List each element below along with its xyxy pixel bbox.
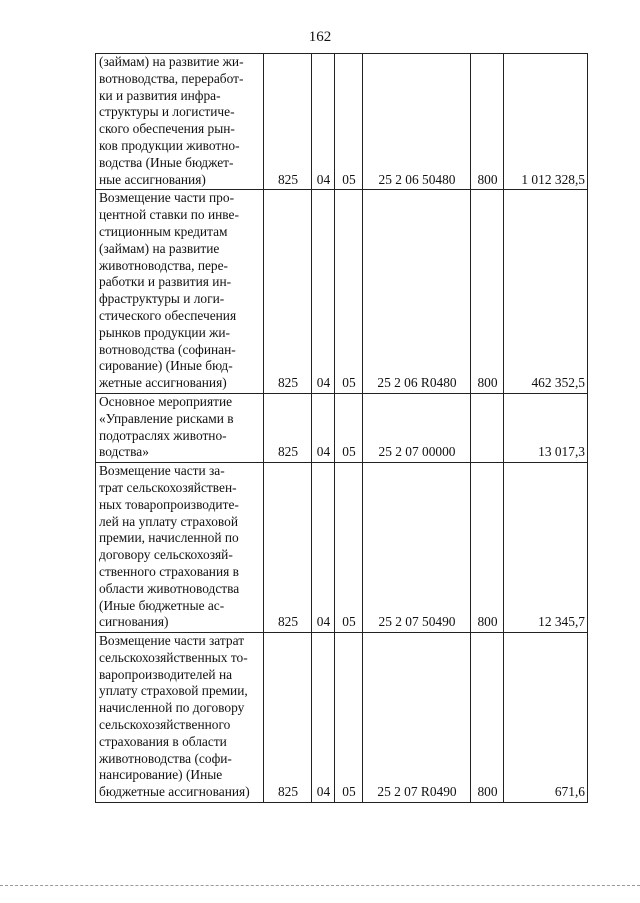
row-name-line: (Иные бюджетные ас- [99, 597, 225, 613]
row-name-line: сельскохозяйственного [99, 717, 231, 733]
budget-table-body [96, 54, 588, 803]
ministry-code-cell: 825 [264, 54, 312, 190]
section-code-cell: 04 [312, 190, 335, 394]
subsection-code-cell: 05 [335, 393, 363, 462]
target-article-cell: 25 2 07 00000 [363, 393, 471, 462]
target-article-cell: 25 2 07 50490 [363, 463, 471, 633]
section-code-cell: 04 [312, 393, 335, 462]
row-name-line: Возмещение части про- [99, 190, 235, 206]
table-row [96, 633, 588, 803]
amount-cell: 462 352,5 [504, 190, 588, 394]
target-article-cell: 25 2 06 R0480 [363, 190, 471, 394]
row-name-line: ков продукции животно- [99, 137, 240, 153]
row-name-cell [96, 393, 264, 462]
subsection-code-cell: 05 [335, 633, 363, 803]
scan-edge-line [0, 885, 640, 886]
section-code-cell: 04 [312, 463, 335, 633]
row-name-line: Возмещение части за- [99, 463, 225, 479]
table-row [96, 393, 588, 462]
row-name-line: структуры и логистиче- [99, 104, 235, 120]
ministry-code-cell: 825 [264, 393, 312, 462]
row-name-line: водства» [99, 444, 149, 460]
row-name-line: (займам) на развитие [99, 240, 220, 256]
subsection-code-cell: 05 [335, 463, 363, 633]
expense-kind-cell: 800 [471, 633, 504, 803]
table-row [96, 463, 588, 633]
row-name-line: страхования в области [99, 733, 227, 749]
expense-kind-cell: 800 [471, 54, 504, 190]
target-article-cell: 25 2 07 R0490 [363, 633, 471, 803]
row-name-line: стического обеспечения [99, 307, 237, 323]
row-name-line: Возмещение части затрат [99, 633, 245, 649]
subsection-code-cell: 05 [335, 190, 363, 394]
row-name-line: ки и развития инфра- [99, 87, 221, 103]
row-name-line: животноводства, пере- [99, 257, 229, 273]
table-row [96, 190, 588, 394]
row-name-cell [96, 54, 264, 190]
row-name-line: «Управление рисками в [99, 410, 234, 426]
row-name-line: Основное мероприятие [99, 393, 233, 409]
row-name-line: работки и развития ин- [99, 274, 232, 290]
row-name-line: ные ассигнования) [99, 171, 206, 187]
target-article-cell: 25 2 06 50480 [363, 54, 471, 190]
amount-cell: 671,6 [504, 633, 588, 803]
row-name-line: трат сельскохозяйствен- [99, 479, 237, 495]
row-name-line: фраструктуры и логи- [99, 291, 225, 307]
section-code-cell: 04 [312, 633, 335, 803]
row-name-line: вотноводства, переработ- [99, 70, 244, 86]
row-name-cell [96, 190, 264, 394]
row-name-line: (займам) на развитие жи- [99, 54, 244, 69]
amount-cell: 1 012 328,5 [504, 54, 588, 190]
row-name-line: животноводства (софи- [99, 750, 232, 766]
row-name-line: премии, начисленной по [99, 530, 239, 546]
row-name-line: ственного страхования в [99, 563, 239, 579]
row-name-cell [96, 633, 264, 803]
ministry-code-cell: 825 [264, 633, 312, 803]
table-row [96, 54, 588, 190]
row-name-line: нансирование) (Иные [99, 767, 223, 783]
budget-table [95, 53, 588, 803]
row-name-line: области животноводства [99, 580, 240, 596]
row-name-line: ных товаропроизводите- [99, 496, 239, 512]
row-name-cell [96, 463, 264, 633]
ministry-code-cell: 825 [264, 190, 312, 394]
row-name-line: сирование) (Иные бюд- [99, 358, 233, 374]
row-name-line: сигнования) [99, 614, 169, 630]
expense-kind-cell: 800 [471, 463, 504, 633]
ministry-code-cell: 825 [264, 463, 312, 633]
row-name-line: жетные ассигнования) [99, 375, 227, 391]
row-name-line: варопроизводителей на [99, 666, 233, 682]
row-name-line: ского обеспечения рын- [99, 121, 235, 137]
row-name-line: сельскохозяйственных то- [99, 649, 248, 665]
row-name-line: центной ставки по инве- [99, 207, 239, 223]
row-name-line: водства (Иные бюджет- [99, 154, 234, 170]
amount-cell: 12 345,7 [504, 463, 588, 633]
row-name-line: вотноводства (софинан- [99, 341, 236, 357]
subsection-code-cell: 05 [335, 54, 363, 190]
row-name-line: уплату страховой премии, [99, 683, 248, 699]
row-name-line: бюджетные ассигнования) [99, 784, 250, 800]
row-name-line: начисленной по договору [99, 700, 245, 716]
row-name-line: лей на уплату страховой [99, 513, 239, 529]
expense-kind-cell: 800 [471, 190, 504, 394]
row-name-line: подотраслях животно- [99, 427, 227, 443]
row-name-line: рынков продукции жи- [99, 324, 230, 340]
expense-kind-cell [471, 393, 504, 462]
row-name-line: стиционным кредитам [99, 223, 228, 239]
page-number: 162 [308, 29, 332, 45]
row-name-line: договору сельскохозяй- [99, 547, 233, 563]
amount-cell: 13 017,3 [504, 393, 588, 462]
section-code-cell: 04 [312, 54, 335, 190]
